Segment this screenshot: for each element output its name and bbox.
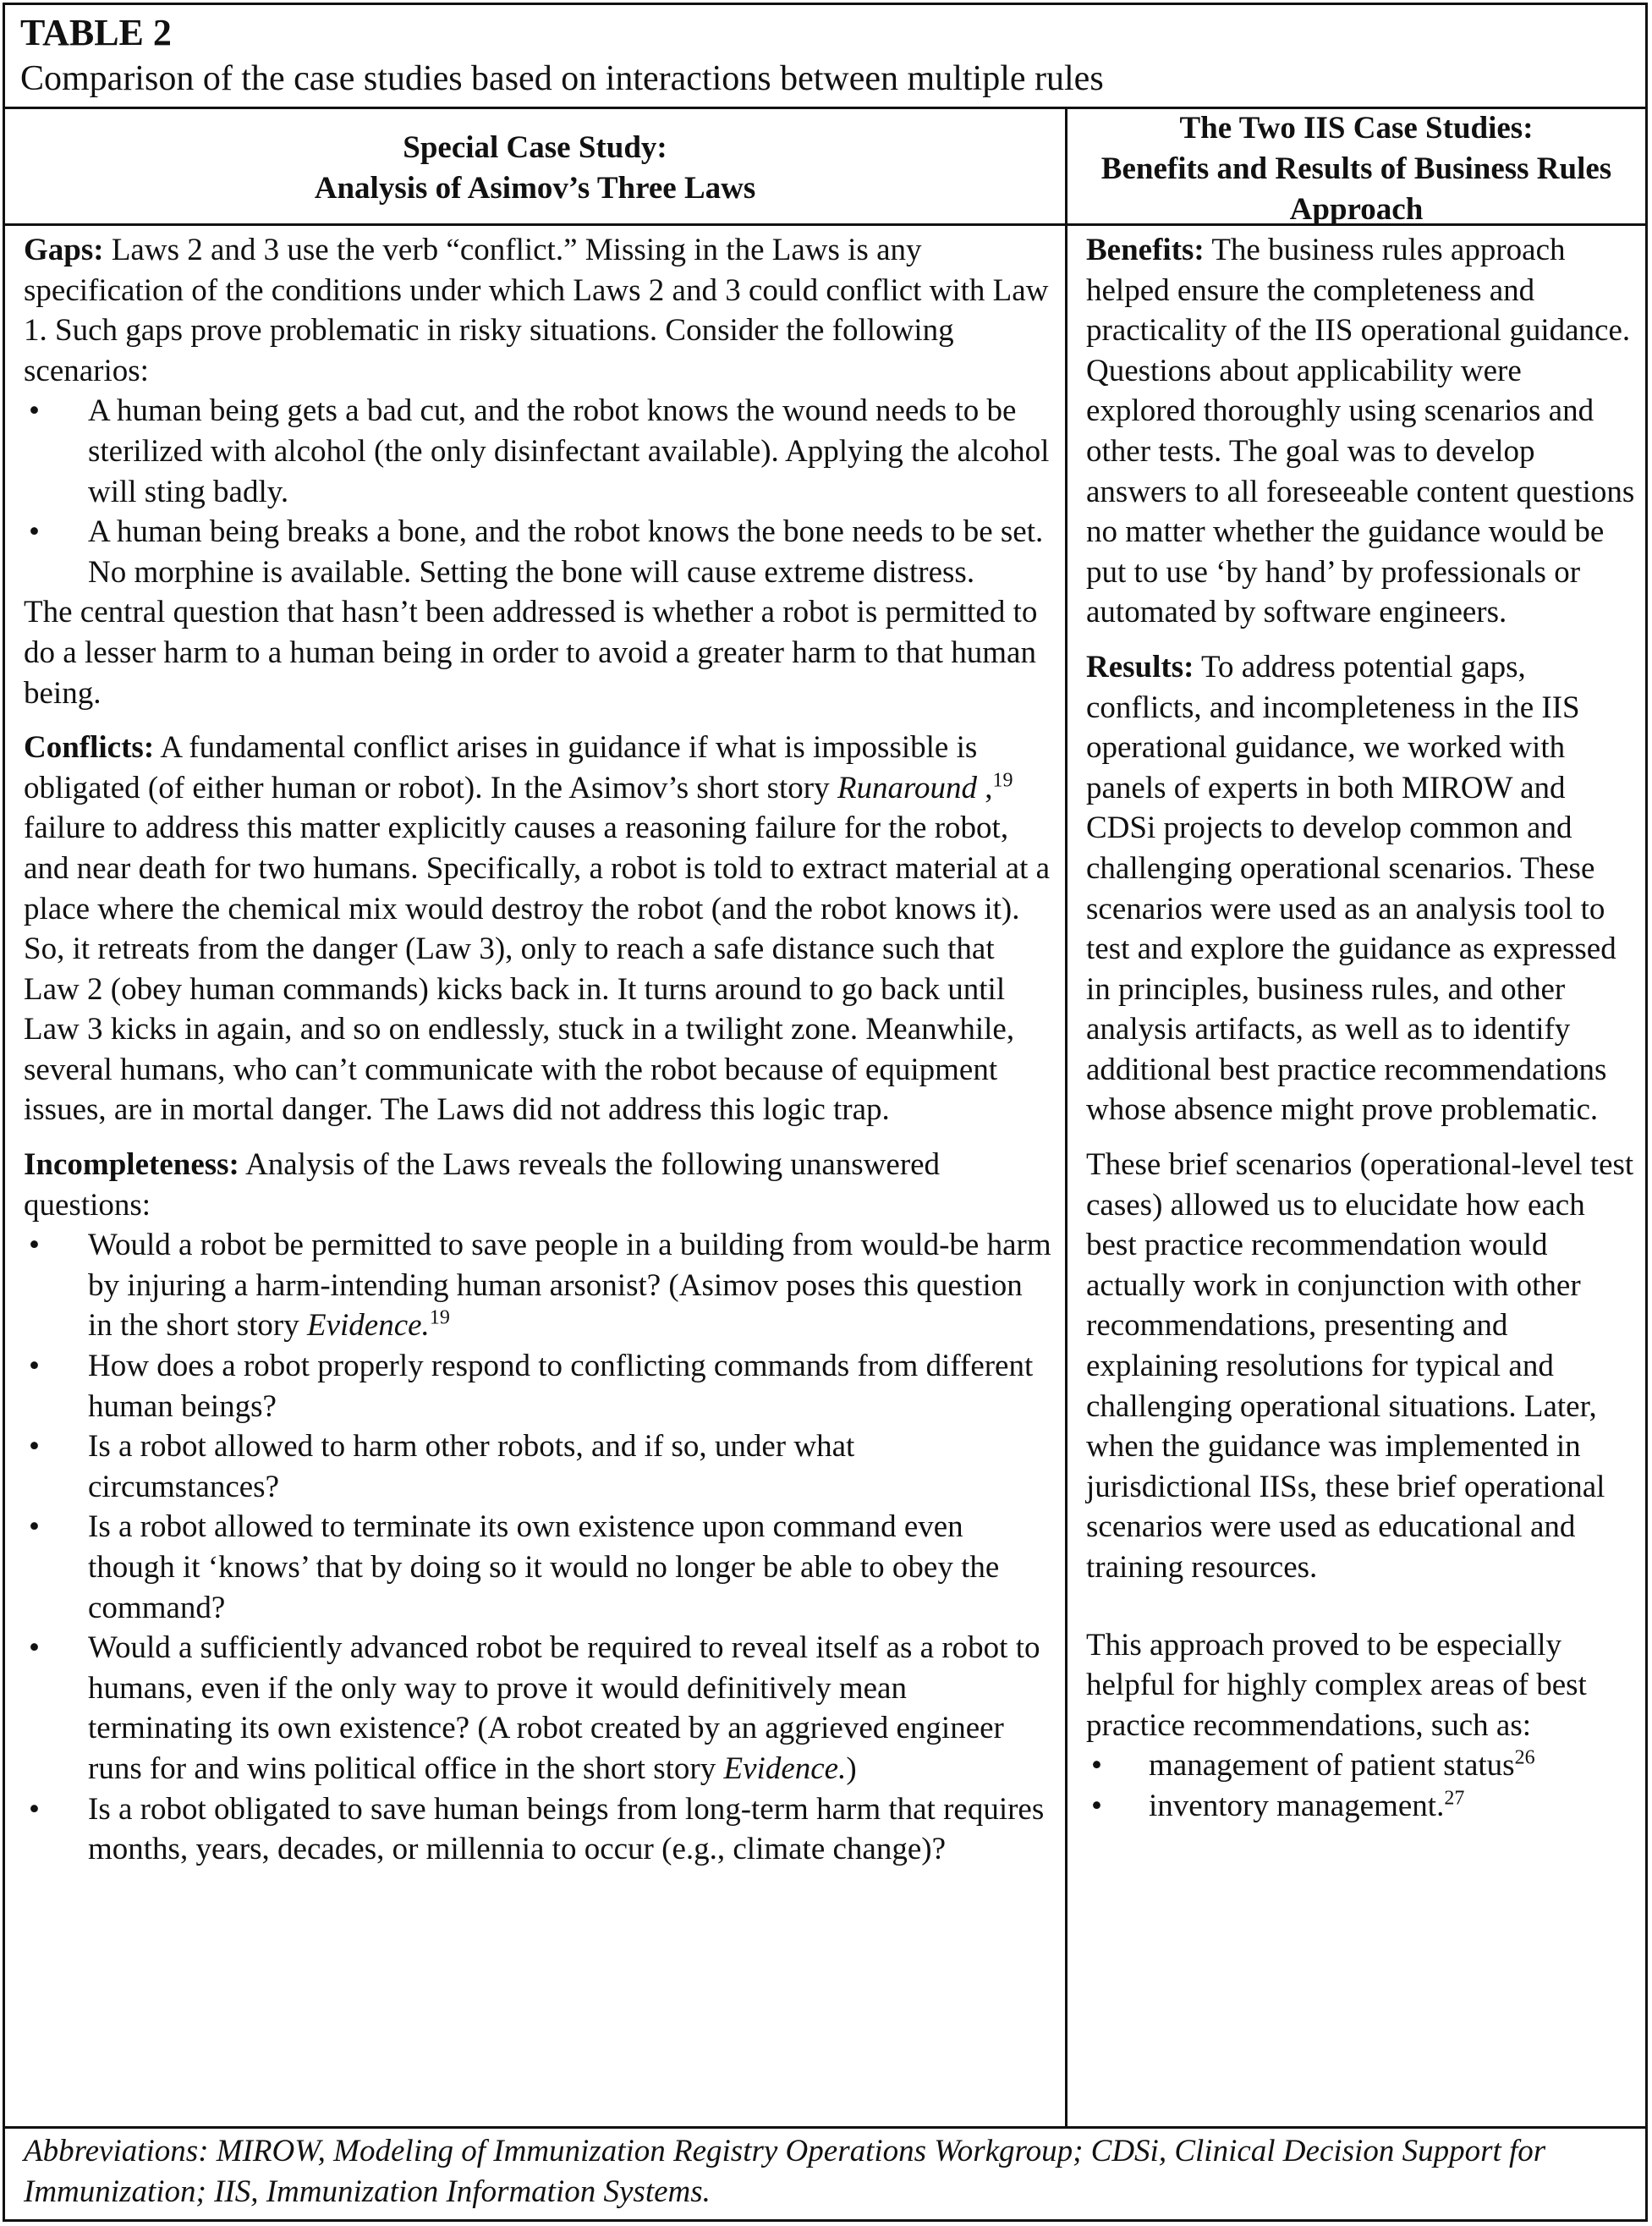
benefits-text: The business rules approach helped ensure the completeness and practicality of the IIS operational guidance. Questions about applicability were explored thoroughly using scenarios and other tests. The goal was to develop answers to all foreseeable content questions no matter whether the guidance would be put to use ‘by hand’ by professionals or automated by software engineers. xyxy=(1086,233,1635,630)
list-item xyxy=(24,1225,1053,1346)
scenarios-paragraph: These brief scenarios (operational-level test cases) allowed us to elucidate how each best practice recommendation would actually work in conjunction with other recommendations, presenting and explaining resolutions for typical and challenging operational situations. Later, when the guidance was implemented in jurisdictional IISs, these brief operational scenarios were used as educational and training resources. xyxy=(1086,1147,1634,1585)
gaps-label: Gaps: xyxy=(24,233,104,267)
bullet-reference: 27 xyxy=(1444,1787,1465,1810)
bullet-text: management of patient status xyxy=(1149,1748,1515,1784)
list-item: • Is a robot allowed to harm other robots, and if so, under what circumstances? xyxy=(24,1426,1053,1507)
right-header-line2: Benefits and Results of Business Rules Approach xyxy=(1100,151,1612,227)
left-header-line1: Special Case Study: xyxy=(403,130,667,165)
conflicts-label: Conflicts: xyxy=(24,730,155,766)
approach-bullet-list xyxy=(1086,1745,1635,1826)
table-footnote xyxy=(5,2126,1645,2222)
bullet-text: Would a sufficiently advanced robot be required to reveal itself as a robot to humans, even if the only way to prove it would definitively mean terminating its own existence? (A robot created by an aggrieved engineer runs for and wins political office in the short story xyxy=(88,1630,1040,1786)
right-header-line1: The Two IIS Case Studies: xyxy=(1179,111,1534,146)
table-caption: Comparison of the case studies based on interactions between multiple rules xyxy=(20,59,1104,98)
list-item: • Is a robot allowed to terminate its own existence upon command even though it ‘knows’ that by doing so it would no longer be able to obey the command? xyxy=(24,1507,1053,1628)
bullet-text-end: ) xyxy=(846,1751,857,1786)
evidence-story-title: Evidence. xyxy=(723,1751,847,1786)
results-text: To address potential gaps, conflicts, and incompleteness in the IIS operational guidance, we worked with panels of experts in both MIROW and CDSi projects to develop common and challenging operational scenarios. These scenarios were used as an analysis tool to test and explore the guidance as expressed in principles, business rules, and other analysis artifacts, as well as to identify additional best practice recommendations whose absence might prove problematic. xyxy=(1086,649,1616,1128)
gaps-bullet-list xyxy=(24,391,1053,592)
conflicts-story-title: Runaround xyxy=(837,770,977,805)
incompleteness-paragraph xyxy=(24,1145,1053,1225)
right-column-body xyxy=(1067,226,1645,2126)
results-paragraph xyxy=(1086,647,1635,1130)
list-item: • A human being breaks a bone, and the robot knows the bone needs to be set. No morphine is available. Setting the bone will cause extreme distress. xyxy=(24,512,1053,592)
conflicts-paragraph xyxy=(24,728,1053,1130)
list-item: • Is a robot obligated to save human beings from long-term harm that requires months, years, decades, or millennia to occur (e.g., climate change)? xyxy=(24,1789,1053,1870)
abbreviations-text: Abbreviations: MIROW, Modeling of Immunization Registry Operations Workgroup; CDSi, Clinical Decision Support for Immunization; IIS, Immunization Information Systems. xyxy=(24,2134,1546,2209)
left-header-line2: Analysis of Asimov’s Three Laws xyxy=(314,171,756,206)
list-item xyxy=(1086,1745,1635,1786)
table-frame xyxy=(3,3,1648,2222)
benefits-paragraph xyxy=(1086,230,1635,633)
list-item xyxy=(1086,1786,1635,1827)
left-column-body xyxy=(5,226,1067,2126)
table-header xyxy=(5,5,1645,109)
conflicts-text-c: failure to address this matter explicitly causes a reasoning failure for the robot, and near death for two humans. Specifically, a robot is told to extract material at a place where the chemical mix would destroy the robot (and the robot knows it). So, it retreats from the danger (Law 3), only to reach a safe distance such that Law 2 (obey human commands) kicks back in. It turns around to go back until Law 3 kicks in again, and so on endlessly, stuck in a twilight zone. Meanwhile, several humans, who can’t communicate with the robot because of equipment issues, are in mortal danger. The Laws did not address this logic trap. xyxy=(24,811,1051,1128)
approach-paragraph: This approach proved to be especially helpful for highly complex areas of best practice recommendations, such as: xyxy=(1086,1627,1587,1743)
list-item xyxy=(24,1628,1053,1789)
benefits-label: Benefits: xyxy=(1086,233,1205,267)
incompleteness-bullet-list xyxy=(24,1225,1053,1870)
results-label: Results: xyxy=(1086,649,1194,684)
bullet-reference: 26 xyxy=(1514,1747,1535,1770)
incompleteness-label: Incompleteness: xyxy=(24,1147,239,1183)
evidence-story-title: Evidence. xyxy=(306,1308,430,1344)
gaps-text: Laws 2 and 3 use the verb “conflict.” Missing in the Laws is any specification of the conditions under which Laws 2 and 3 could conflict with Law 1. Such gaps prove problematic in risky situations. Consider the following scenarios: xyxy=(24,233,1049,388)
list-item: • How does a robot properly respond to conflicting commands from different human beings? xyxy=(24,1346,1053,1426)
incompleteness-text: Analysis of the Laws reveals the following unanswered questions: xyxy=(24,1147,941,1223)
right-column-header xyxy=(1067,107,1645,226)
gaps-closing: The central question that hasn’t been addressed is whether a robot is permitted to do a lesser harm to a human being in order to avoid a greater harm to that human being. xyxy=(24,595,1038,711)
bullet-text: inventory management. xyxy=(1149,1788,1445,1823)
conflicts-text-b: , xyxy=(976,770,993,805)
gaps-paragraph xyxy=(24,230,1053,391)
conflicts-text-a: A fundamental conflict arises in guidance if what is impossible is obligated (of either human or robot). In the Asimov’s short story xyxy=(24,730,978,805)
conflicts-reference: 19 xyxy=(992,769,1013,792)
list-item: • A human being gets a bad cut, and the robot knows the wound needs to be sterilized with alcohol (the only disinfectant available). Applying the alcohol will sting badly. xyxy=(24,391,1053,512)
left-column-header xyxy=(5,107,1067,226)
bullet-text: Would a robot be permitted to save people in a building from would-be harm by injuring a harm-intending human arsonist? (Asimov poses this question in the short story xyxy=(88,1228,1051,1344)
table-label: TABLE 2 xyxy=(20,12,172,53)
evidence-reference: 19 xyxy=(429,1307,450,1330)
